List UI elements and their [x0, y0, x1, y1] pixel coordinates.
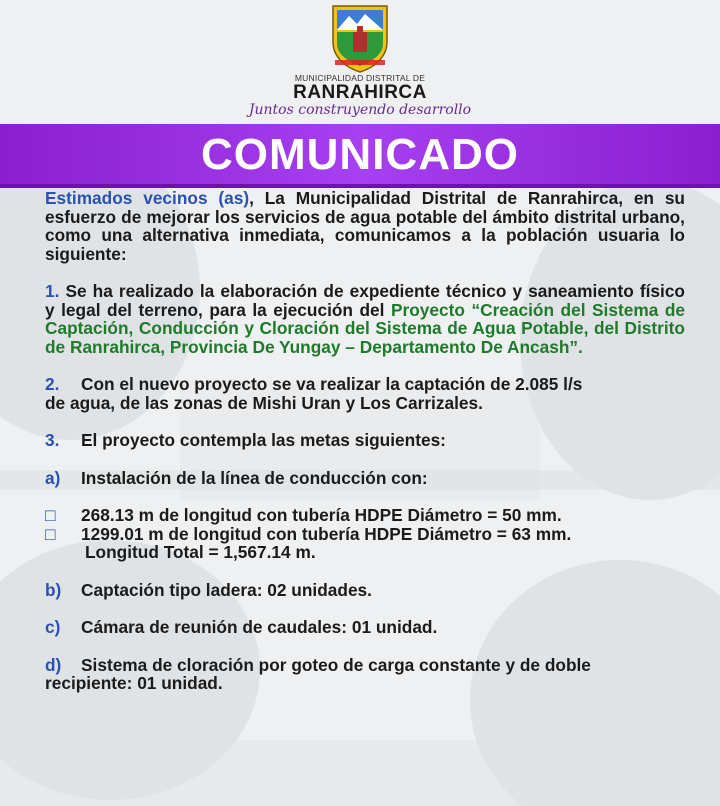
item-3-text: El proyecto contempla las metas siguientes: — [81, 430, 446, 450]
goal-b — [45, 581, 685, 600]
goal-a-text: Instalación de la línea de conducción con: — [81, 467, 428, 488]
notice-body — [45, 189, 685, 693]
checkbox-square-icon: □ — [45, 505, 56, 525]
goal-b-text: Captación tipo ladera: 02 unidades. — [81, 579, 372, 600]
goal-c-letter: c) — [45, 617, 61, 637]
goal-d-line-2: recipiente: 01 unidad. — [45, 673, 223, 693]
goal-c — [45, 618, 685, 637]
goal-a-total: Longitud Total = 1,567.14 m. — [85, 542, 316, 562]
item-3-number: 3. — [45, 430, 60, 450]
municipality-small-label: MUNICIPALIDAD DISTRITAL DE — [294, 73, 426, 83]
goal-a-bullet-2 — [45, 525, 685, 544]
banner-title: COMUNICADO — [201, 130, 519, 179]
item-1 — [45, 282, 685, 356]
item-2-line-2: de agua, de las zonas de Mishi Uran y Los Carrizales. — [45, 392, 483, 413]
item-2-line-1: Con el nuevo proyecto se va realizar la captación de 2.085 l/s — [81, 374, 583, 394]
municipality-name: RANRAHIRCA — [293, 82, 427, 103]
header — [0, 0, 720, 124]
item-1-number: 1. — [45, 281, 60, 301]
goal-d-letter: d) — [45, 654, 62, 675]
item-2-number: 2. — [45, 374, 60, 394]
item-1-text: Se ha realizado la elaboración de expediente técnico y saneamiento físico y legal del terreno, para la ejecución del — [45, 281, 685, 320]
item-3 — [45, 431, 685, 450]
goal-b-letter: b) — [45, 579, 62, 600]
goal-a-letter: a) — [45, 467, 61, 488]
goal-d-line-1: Sistema de cloración por goteo de carga constante y de doble — [81, 654, 591, 675]
checkbox-square-icon: □ — [45, 523, 56, 544]
item-2 — [45, 375, 685, 412]
intro-paragraph — [45, 189, 685, 263]
goal-a-bullet-1 — [45, 506, 685, 525]
goal-a — [45, 469, 685, 488]
intro-text: , La Municipalidad Distrital de Ranrahirca, en su esfuerzo de mejorar los servicios de agua potable del ámbito distrital urbano, como una alternativa inmediata, comunicamos a la población usuaria lo siguiente: — [45, 188, 685, 264]
goal-a-bullet-2-text: 1299.01 m de longitud con tubería HDPE Diámetro = 63 mm. — [81, 523, 572, 544]
slogan: Juntos construyendo desarrollo — [248, 102, 472, 118]
item-1-project-name: Proyecto “Creación del Sistema de Captación, Conducción y Cloración del Sistema de Agua Potable, del Distrito de Ranrahirca, Provincia De Yungay – Departamento De Ancash”. — [45, 299, 685, 357]
goal-c-text: Cámara de reunión de caudales: 01 unidad. — [81, 617, 438, 637]
title-banner — [0, 124, 720, 188]
greeting: Estimados vecinos (as) — [45, 188, 250, 208]
municipal-shield-icon — [329, 2, 391, 74]
goal-a-bullet-1-text: 268.13 m de longitud con tubería HDPE Diámetro = 50 mm. — [81, 505, 562, 525]
goal-d — [45, 656, 685, 693]
